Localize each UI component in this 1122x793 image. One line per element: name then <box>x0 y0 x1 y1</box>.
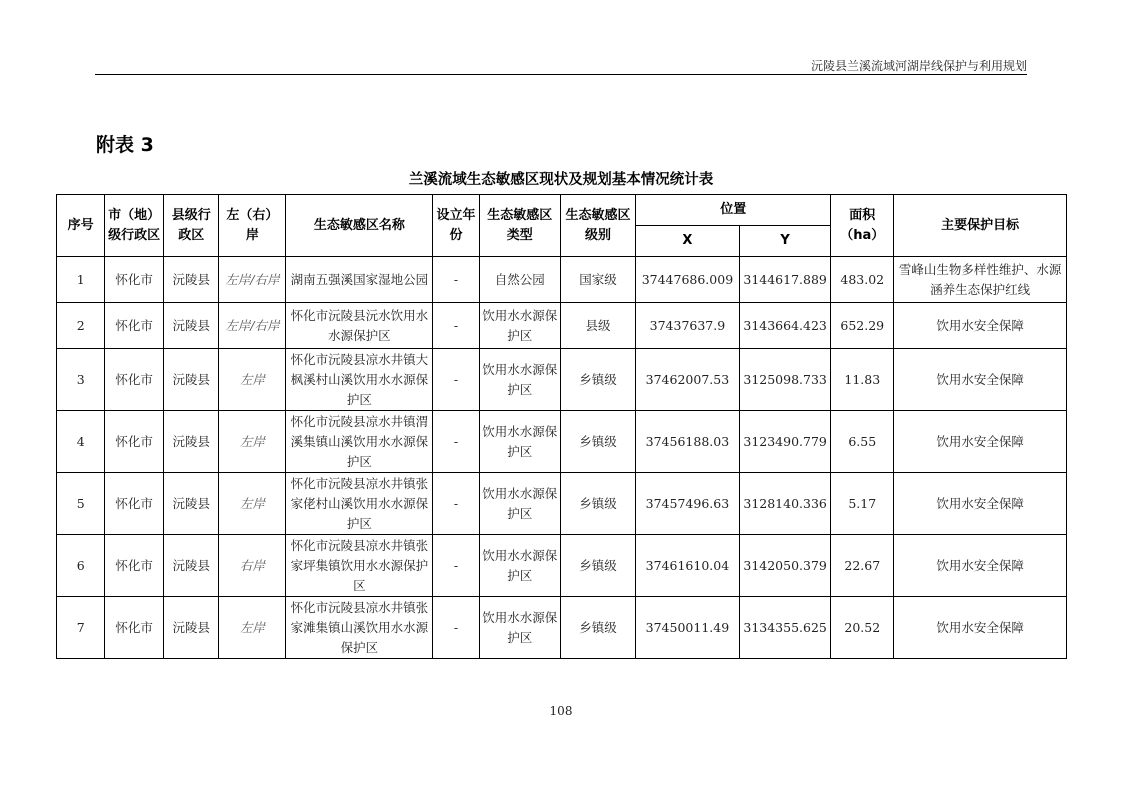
cell-county: 沅陵县 <box>163 411 219 473</box>
cell-year: - <box>433 473 479 535</box>
page-number: 108 <box>549 704 573 718</box>
cell-area: 22.67 <box>831 535 894 597</box>
cell-name: 怀化市沅陵县凉水井镇张家佬村山溪饮用水水源保护区 <box>286 473 433 535</box>
cell-year: - <box>433 597 479 659</box>
table-row <box>57 257 1067 303</box>
header-position: 位置 <box>635 195 830 226</box>
cell-goal: 雪峰山生物多样性维护、水源涵养生态保护红线 <box>894 257 1067 303</box>
cell-city: 怀化市 <box>105 349 164 411</box>
cell-type: 饮用水水源保护区 <box>479 473 560 535</box>
header-level: 生态敏感区级别 <box>560 195 635 257</box>
header-goal: 主要保护目标 <box>894 195 1067 257</box>
cell-city: 怀化市 <box>105 473 164 535</box>
cell-goal: 饮用水安全保障 <box>894 349 1067 411</box>
table-row <box>57 411 1067 473</box>
cell-city: 怀化市 <box>105 257 164 303</box>
cell-county: 沅陵县 <box>163 257 219 303</box>
table-row <box>57 303 1067 349</box>
cell-level: 乡镇级 <box>560 411 635 473</box>
table-title: 兰溪流域生态敏感区现状及规划基本情况统计表 <box>408 172 714 188</box>
cell-seq: 6 <box>57 535 105 597</box>
cell-goal: 饮用水安全保障 <box>894 411 1067 473</box>
cell-area: 6.55 <box>831 411 894 473</box>
cell-year: - <box>433 535 479 597</box>
cell-year: - <box>433 257 479 303</box>
cell-bank: 左岸/右岸 <box>219 257 286 303</box>
cell-county: 沅陵县 <box>163 303 219 349</box>
table-row <box>57 535 1067 597</box>
cell-bank: 左岸 <box>219 349 286 411</box>
cell-x: 37456188.03 <box>635 411 739 473</box>
statistics-table <box>56 194 1067 659</box>
cell-y: 3128140.336 <box>739 473 831 535</box>
header-y: Y <box>739 226 831 257</box>
cell-y: 3134355.625 <box>739 597 831 659</box>
header-rule <box>95 74 1027 75</box>
cell-goal: 饮用水安全保障 <box>894 597 1067 659</box>
cell-county: 沅陵县 <box>163 349 219 411</box>
cell-name: 怀化市沅陵县凉水井镇大枫溪村山溪饮用水水源保护区 <box>286 349 433 411</box>
header-city: 市（地）级行政区 <box>105 195 164 257</box>
cell-year: - <box>433 411 479 473</box>
cell-level: 乡镇级 <box>560 349 635 411</box>
cell-area: 652.29 <box>831 303 894 349</box>
cell-seq: 3 <box>57 349 105 411</box>
cell-county: 沅陵县 <box>163 535 219 597</box>
cell-type: 自然公园 <box>479 257 560 303</box>
cell-type: 饮用水水源保护区 <box>479 303 560 349</box>
cell-level: 乡镇级 <box>560 535 635 597</box>
cell-x: 37462007.53 <box>635 349 739 411</box>
running-header: 沅陵县兰溪流域河湖岸线保护与利用规划 <box>810 59 1027 73</box>
cell-seq: 1 <box>57 257 105 303</box>
table-header-row <box>57 195 1067 226</box>
header-county: 县级行政区 <box>163 195 219 257</box>
cell-bank: 左岸/右岸 <box>219 303 286 349</box>
cell-county: 沅陵县 <box>163 473 219 535</box>
cell-name: 怀化市沅陵县凉水井镇渭溪集镇山溪饮用水水源保护区 <box>286 411 433 473</box>
table-row <box>57 597 1067 659</box>
header-bank: 左（右）岸 <box>219 195 286 257</box>
cell-y: 3123490.779 <box>739 411 831 473</box>
cell-area: 20.52 <box>831 597 894 659</box>
cell-type: 饮用水水源保护区 <box>479 535 560 597</box>
cell-bank: 右岸 <box>219 535 286 597</box>
cell-area: 483.02 <box>831 257 894 303</box>
cell-name: 怀化市沅陵县凉水井镇张家滩集镇山溪饮用水水源保护区 <box>286 597 433 659</box>
cell-name: 怀化市沅陵县沅水饮用水水源保护区 <box>286 303 433 349</box>
cell-seq: 2 <box>57 303 105 349</box>
cell-year: - <box>433 303 479 349</box>
cell-x: 37457496.63 <box>635 473 739 535</box>
cell-county: 沅陵县 <box>163 597 219 659</box>
cell-type: 饮用水水源保护区 <box>479 597 560 659</box>
cell-type: 饮用水水源保护区 <box>479 411 560 473</box>
cell-level: 国家级 <box>560 257 635 303</box>
cell-goal: 饮用水安全保障 <box>894 303 1067 349</box>
cell-x: 37447686.009 <box>635 257 739 303</box>
header-type: 生态敏感区类型 <box>479 195 560 257</box>
cell-goal: 饮用水安全保障 <box>894 535 1067 597</box>
cell-y: 3125098.733 <box>739 349 831 411</box>
cell-bank: 左岸 <box>219 597 286 659</box>
cell-city: 怀化市 <box>105 411 164 473</box>
cell-name: 湖南五强溪国家湿地公园 <box>286 257 433 303</box>
cell-type: 饮用水水源保护区 <box>479 349 560 411</box>
cell-name: 怀化市沅陵县凉水井镇张家坪集镇饮用水水源保护区 <box>286 535 433 597</box>
cell-seq: 7 <box>57 597 105 659</box>
cell-goal: 饮用水安全保障 <box>894 473 1067 535</box>
appendix-label: 附表 3 <box>96 134 154 156</box>
header-x: X <box>635 226 739 257</box>
cell-level: 乡镇级 <box>560 473 635 535</box>
cell-year: - <box>433 349 479 411</box>
cell-level: 县级 <box>560 303 635 349</box>
cell-x: 37437637.9 <box>635 303 739 349</box>
cell-city: 怀化市 <box>105 597 164 659</box>
cell-y: 3142050.379 <box>739 535 831 597</box>
cell-area: 11.83 <box>831 349 894 411</box>
cell-y: 3144617.889 <box>739 257 831 303</box>
table-row <box>57 473 1067 535</box>
cell-bank: 左岸 <box>219 473 286 535</box>
cell-seq: 5 <box>57 473 105 535</box>
header-seq: 序号 <box>57 195 105 257</box>
cell-y: 3143664.423 <box>739 303 831 349</box>
cell-seq: 4 <box>57 411 105 473</box>
header-area: 面积（ha） <box>831 195 894 257</box>
cell-bank: 左岸 <box>219 411 286 473</box>
cell-x: 37461610.04 <box>635 535 739 597</box>
header-name: 生态敏感区名称 <box>286 195 433 257</box>
cell-x: 37450011.49 <box>635 597 739 659</box>
table-row <box>57 349 1067 411</box>
cell-level: 乡镇级 <box>560 597 635 659</box>
header-year: 设立年份 <box>433 195 479 257</box>
cell-area: 5.17 <box>831 473 894 535</box>
cell-city: 怀化市 <box>105 535 164 597</box>
cell-city: 怀化市 <box>105 303 164 349</box>
